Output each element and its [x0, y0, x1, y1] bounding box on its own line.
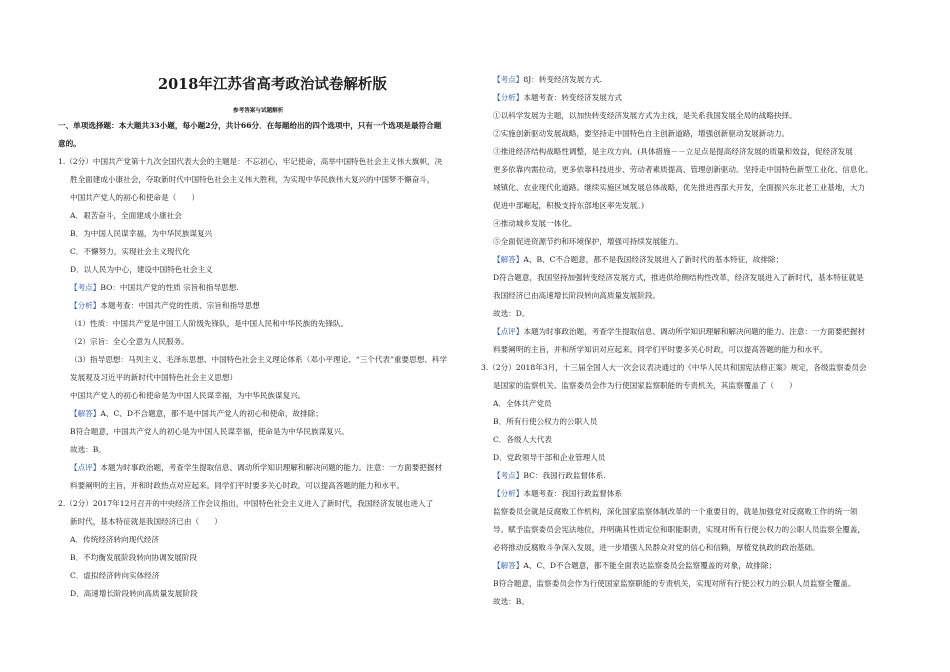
page-title: 2018年江苏省高考政治试卷解析版: [158, 76, 387, 93]
question-stem: 中国共产党人的初心和使命是（ ）: [70, 193, 200, 202]
jieda-tag: 【解答】: [70, 409, 101, 418]
question-stem: 3.（2分）2018年3月，十三届全国人大一次会议表决通过的《中华人民共和国宪法修正案》规定，各级监察委员会: [481, 363, 867, 372]
fenxi-text: ⑤全面促进资源节约和环境保护，增强可持续发展能力。: [493, 237, 683, 246]
fenxi-text: （2）宗旨：全心全意为人民服务。: [70, 337, 189, 346]
fenxi-text: ①以科学发展为主题，以加快转变经济发展方式为主线，是关系我国发展全局的战略抉择。: [493, 111, 797, 120]
kaodian-line: [493, 471, 606, 481]
option-c: C．各级人大代表: [493, 435, 552, 444]
fenxi-line: [70, 301, 260, 311]
option-b: B．为中国人民谋幸福，为中华民族谋复兴: [70, 229, 213, 238]
question-stem: 是国家的监察机关。监察委员会作为行使国家监察职能的专责机关，其监察覆盖了（ ）: [493, 381, 797, 390]
right-column: [481, 0, 921, 672]
subtitle: 参考答案与试题解析: [233, 108, 284, 114]
jieda-line: [493, 255, 783, 265]
option-d: D．高速增长阶段转向高质量发展阶段: [70, 589, 198, 598]
jieda-text: 我国经济已由高速增长阶段转向高质量发展阶段。: [493, 291, 661, 300]
fenxi-text: 发展观及习近平的新时代中国特色社会主义思想）: [70, 373, 238, 382]
fenxi-text: （3）指导思想：马列主义、毛泽东思想、中国特色社会主义理论体系（邓小平理论、“三个代表”重要思想、科学: [70, 355, 448, 364]
dianping-text: 料要阐明的主旨，并和所学知识对应起来。同学们平时要多关心时政，可以提高答题的能力和水平。: [493, 345, 828, 354]
jieda-text: A、C、D不合题意，都不是中国共产党人的初心和使命，故排除；: [100, 409, 323, 418]
dianping-line: [493, 327, 865, 337]
option-a: A．艰苦奋斗，全面建成小康社会: [70, 211, 182, 220]
answer-line: 故选：B。: [70, 445, 106, 454]
fenxi-text: 监察委员会就是反腐败工作机构，深化国家监察体制改革的一个重要目的，就是加强党对反腐败工作的统一领: [493, 507, 858, 516]
fenxi-tag: 【分析】: [493, 489, 524, 498]
kaodian-line: [493, 75, 602, 85]
section-header: 一、单项选择题：本大题共33小题，每小题2分，共计66分．在每题给出的四个选项中，只有一个选项是最符合题: [58, 121, 442, 130]
fenxi-text: 城镇化、农业现代化道路。继续实施区域发展总体战略，优先推进西部大开发，全面振兴东北老工业基地，大力: [493, 183, 866, 192]
dianping-text: 本题为时事政治题，考查学生提取信息、调动所学知识理解和解决问题的能力。注意：一方面要把握材: [100, 463, 443, 472]
option-d: D．以人民为中心，建设中国特色社会主义: [70, 265, 213, 274]
answer-line: 故选：B。: [493, 597, 529, 606]
fenxi-text: 本题考查：我国行政监督体系: [523, 489, 623, 498]
fenxi-line: [493, 489, 622, 499]
option-c: C．不懈努力，实现社会主义现代化: [70, 247, 190, 256]
dianping-text: 料要阐明的主旨，并和时政热点对应起来。同学们平时要多关心时政，可以提高答题的能力和水平。: [70, 481, 405, 490]
option-b: B．所有行使公权力的公职人员: [493, 417, 598, 426]
kaodian-tag: 【考点】: [493, 471, 524, 480]
jieda-tag: 【解答】: [493, 255, 524, 264]
jieda-text: A、C、D不合题意，都不能全面表达监察委员会监察覆盖的对象，故排除；: [523, 561, 777, 570]
jieda-text: B符合题意，监察委员会作为行使国家监察职能的专责机关，实现对所有行使公权力的公职人员监察全覆盖。: [493, 579, 856, 588]
jieda-text: A、B、C不合题意，都不是我国经济发展进入了新时代的基本特征，故排除；: [523, 255, 784, 264]
option-b: B．不均衡发展阶段转向协调发展阶段: [70, 553, 198, 562]
left-column: [58, 0, 488, 672]
jieda-text: D符合题意，我国坚持加强转变经济发展方式，推进供给侧结构性改革，经济发展进入了新时代，基本特征就是: [493, 273, 864, 282]
option-a: A．传统经济转向现代经济: [70, 535, 160, 544]
question-stem: 1.（2分）中国共产党第十九次全国代表大会的主题是：不忘初心，牢记使命，高举中国特色社会主义伟大旗帜，决: [58, 157, 443, 166]
fenxi-text: 必将推动反腐败斗争深入发展，进一步增强人民群众对党的信心和信赖，厚植党执政的政治基础。: [493, 543, 820, 552]
dianping-text: 本题为时事政治题，考查学生提取信息、调动所学知识理解和解决问题的能力。注意：一方面要把握材: [523, 327, 866, 336]
kaodian-text: 8J：转变经济发展方式.: [523, 75, 603, 84]
dianping-tag: 【点评】: [70, 463, 101, 472]
fenxi-text: ④推动城乡发展一体化。: [493, 219, 577, 228]
jieda-line: [70, 409, 323, 419]
fenxi-tag: 【分析】: [493, 93, 524, 102]
kaodian-tag: 【考点】: [70, 283, 101, 292]
option-a: A．全体共产党员: [493, 399, 552, 408]
fenxi-line: [493, 93, 622, 103]
fenxi-text: 本题考查：中国共产党的性质、宗旨和指导思想: [100, 301, 260, 310]
jieda-line: [493, 561, 776, 571]
fenxi-text: ③推进经济结构战略性调整，是主攻方向。(具体措施－－立足点是提高经济发展的质量和效益，促经济发展: [493, 147, 853, 156]
fenxi-text: 本题考查：转变经济发展方式: [523, 93, 623, 102]
fenxi-text: 更多依靠内需拉动，更多依靠科技进步、劳动者素质提高、管理创新驱动。坚持走中国特色新型工业化、信息化、: [493, 165, 873, 174]
jieda-tag: 【解答】: [493, 561, 524, 570]
option-d: D．党政领导干部和企业管理人员: [493, 453, 606, 462]
kaodian-text: BO：中国共产党的性质 宗旨和指导思想.: [100, 283, 239, 292]
fenxi-text: ②实施创新驱动发展战略，要坚持走中国特色自主创新道路，增强创新驱动发展新动力。: [493, 129, 790, 138]
dianping-tag: 【点评】: [493, 327, 524, 336]
dianping-line: [70, 463, 442, 473]
fenxi-text: 促进中部崛起，积极支持东部地区率先发展。): [493, 201, 645, 210]
kaodian-tag: 【考点】: [493, 75, 524, 84]
jieda-text: B符合题意，中国共产党人的初心是为中国人民谋幸福，使命是为中华民族谋复兴。: [70, 427, 349, 436]
fenxi-tag: 【分析】: [70, 301, 101, 310]
question-stem: 新时代，基本特征就是我国经济已由（ ）: [70, 517, 222, 526]
kaodian-text: BC：我国行政监督体系.: [523, 471, 606, 480]
question-stem: 胜全面建成小康社会，夺取新时代中国特色社会主义伟大胜利，为实现中华民族伟大复兴的中国梦不懈奋斗，: [70, 175, 435, 184]
fenxi-text: （1）性质：中国共产党是中国工人阶级先锋队，是中国人民和中华民族的先锋队。: [70, 319, 349, 328]
question-stem: 2.（2分）2017年12月召开的中央经济工作会议指出，中国特色社会主义进入了新时代，我国经济发展也进入了: [58, 499, 434, 508]
fenxi-text: 导。赋予监察委员会宪法地位，并明确其性质定位和职能职责，实现对所有行使公权力的公职人员监察全覆盖，: [493, 525, 866, 534]
answer-line: 故选：D。: [493, 309, 530, 318]
fenxi-text: 中国共产党人的初心和使命是为中国人民谋幸福，为中华民族谋复兴。: [70, 391, 306, 400]
option-c: C．虚拟经济转向实体经济: [70, 571, 160, 580]
section-header: 意的。: [58, 139, 81, 148]
kaodian-line: [70, 283, 239, 293]
